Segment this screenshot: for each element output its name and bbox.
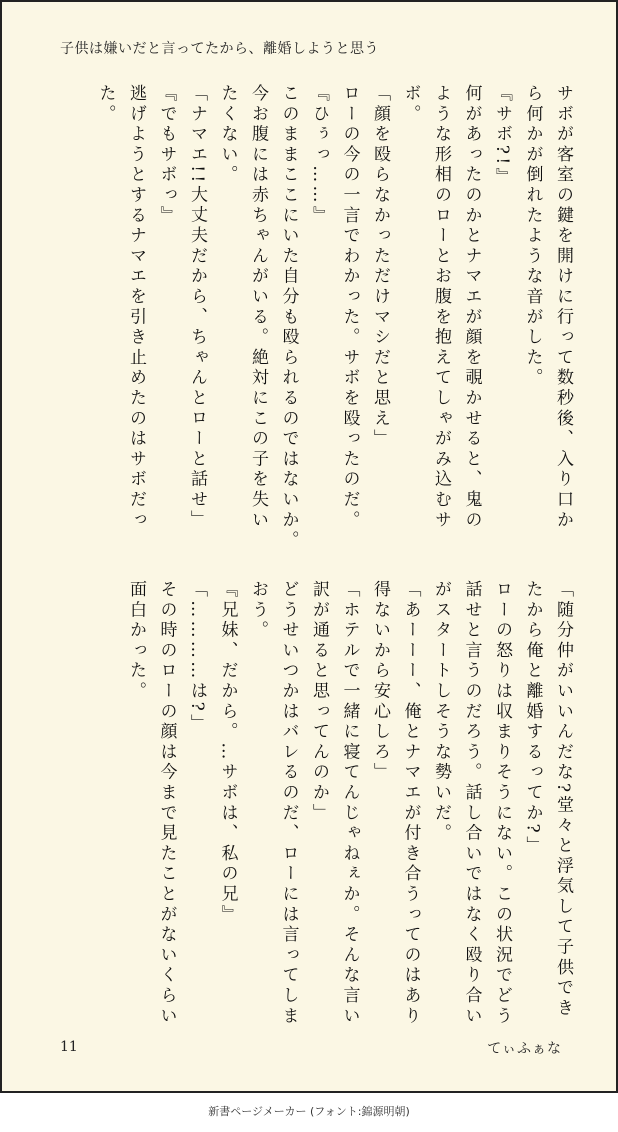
author-name: てぃふぁな <box>487 1041 562 1057</box>
body-text-upper: サボが客室の鍵を開けに行って数秒後、入り口か ら何かが倒れたような音がした。 『サボ?!』 何があったのかとナマエが顔を覗かせると、鬼の ような形相のローとお腹を抱えてしゃがみ込むサ ボ。 「顔を殴らなかっただけマシだと思え」 ローの今の一言でわかった。サボを殴ったのだ。 『ひぅっ……』 このままここにいた自分も殴られるのではないか。 今お腹には赤ちゃんがいる。絶対にこの子を失い たくない。 「ナマエ!!大丈夫だから、ちゃんとローと話せ」 『でもサボっ』 逃げようとするナマエを引き止めたのはサボだっ た。 <box>95 84 573 551</box>
page-number: 11 <box>60 1039 78 1055</box>
generator-caption: 新書ページメーカー (フォント:錦源明朝) <box>208 1105 410 1118</box>
chapter-title: 子供は嫌いだと言ってたから、離婚しようと思う <box>60 41 379 57</box>
body-text-lower: 「随分仲がいいんだな?堂々と浮気して子供でき たから俺と離婚するってか?」 ローの怒りは収まりそうにない。この状況でどう 話せと言うのだろう。話し合いではなく殴り合い がスタートしそうな勢いだ。 「あーーー、俺とナマエが付き合うってのはあり 得ないから安心しろ」 「ホテルで一緒に寝てんじゃねぇか。そんな言い 訳が通ると思ってんのか」 どうせいつかはバレるのだ、ローには言ってしま おう。 『兄妹、だから。…サボは、私の兄』 「…………は?」 その時のローの顔は今まで見たことがないくらい 面白かった。 <box>126 580 573 1027</box>
